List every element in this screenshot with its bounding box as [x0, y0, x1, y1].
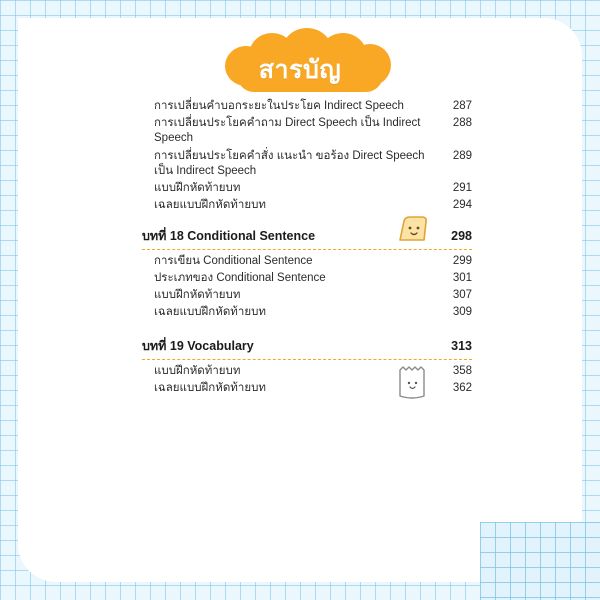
- page-title: สารบัญ: [258, 56, 342, 84]
- toc-entry-page: 358: [452, 364, 472, 377]
- toc-entry-page: 299: [452, 254, 472, 267]
- corner-grid-accent: [480, 522, 600, 600]
- toc-entry-label: การเปลี่ยนประโยคคำถาม Direct Speech เป็น Indirect Speech: [154, 117, 421, 145]
- toc-entry-label: เฉลยแบบฝึกหัดท้ายบท: [154, 306, 266, 319]
- toc-entry-label: บทที่ 19 Vocabulary: [142, 339, 254, 354]
- toc-entry: [142, 180, 472, 197]
- toc-entry-label: เฉลยแบบฝึกหัดท้ายบท: [154, 382, 266, 395]
- toc-entry-page: 309: [452, 306, 472, 319]
- toc-entry-label: เฉลยแบบฝึกหัดท้ายบท: [154, 199, 266, 212]
- toc-entry-label: ประเภทของ Conditional Sentence: [154, 271, 326, 284]
- toc-entry: [142, 270, 472, 287]
- toc-entry: [142, 148, 472, 180]
- toc-entry: [142, 253, 472, 270]
- title-cloud-badge: [229, 42, 371, 100]
- toc-entry-page: 287: [452, 100, 472, 112]
- toc-chapter-entry: [142, 337, 472, 356]
- toc-entry-label: แบบฝึกหัดท้ายบท: [154, 364, 241, 377]
- toc-entry-label: แบบฝึกหัดท้ายบท: [154, 289, 241, 302]
- toc-entry-page: 288: [452, 117, 472, 130]
- toc-entry: [142, 98, 472, 115]
- toc-entry: [142, 115, 472, 147]
- toc-entry: [142, 287, 472, 304]
- dashed-divider: [142, 359, 472, 360]
- toc-entry-page: 301: [452, 271, 472, 284]
- toc-entry-label: การเปลี่ยนคำบอกระยะในประโยค Indirect Speech: [154, 100, 404, 112]
- table-of-contents: [142, 98, 472, 397]
- toc-entry-page: 362: [452, 382, 472, 395]
- spacer: [142, 321, 472, 328]
- toc-entry-page: 298: [451, 229, 472, 244]
- toc-entry-label: การเปลี่ยนประโยคคำสั่ง แนะนำ ขอร้อง Direct Speech เป็น Indirect Speech: [154, 149, 425, 177]
- toc-entry-page: 313: [451, 339, 472, 354]
- toc-entry-page: 291: [452, 181, 472, 194]
- page-title-area: [18, 42, 582, 100]
- toc-entry-page: 307: [452, 289, 472, 302]
- toc-entry-label: แบบฝึกหัดท้ายบท: [154, 181, 241, 194]
- toc-entry-page: 294: [452, 199, 472, 212]
- page-sheet: [18, 18, 582, 582]
- toc-entry-page: 289: [452, 149, 472, 162]
- bread-slice-doodle: [396, 214, 430, 242]
- note-paper-doodle: [396, 366, 428, 400]
- toc-entry-label: บทที่ 18 Conditional Sentence: [142, 229, 316, 244]
- toc-entry: [142, 197, 472, 214]
- toc-entry-label: การเขียน Conditional Sentence: [154, 254, 313, 267]
- toc-entry: [142, 304, 472, 321]
- dashed-divider: [142, 249, 472, 250]
